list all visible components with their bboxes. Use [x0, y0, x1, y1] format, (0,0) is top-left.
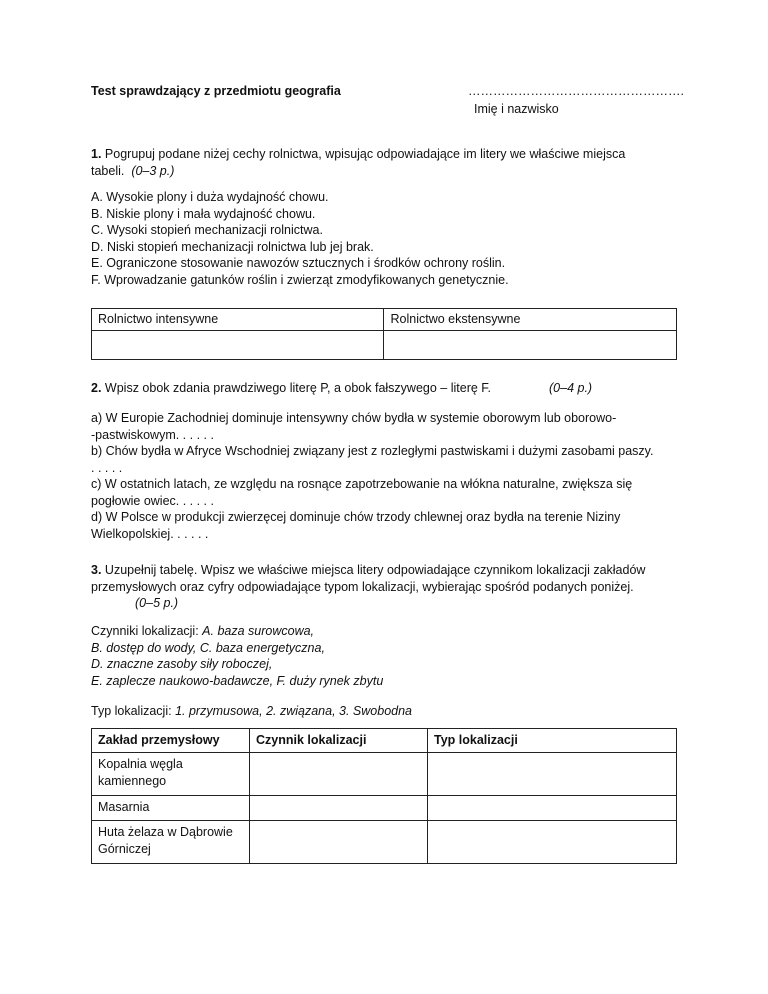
q3-header-plant: Zakład przemysłowy — [92, 729, 250, 753]
q3-row3-plant — [92, 821, 250, 864]
q3-row3-plant-line1: Huta żelaza w Dąbrowie — [98, 825, 233, 839]
q3-table — [91, 728, 677, 864]
q3-row1-plant-line2: kamiennego — [98, 774, 167, 788]
q2-line-3: b) Chów bydła w Afryce Wschodniej związany jest z rozległymi pastwiskami i dużymi zasobami paszy. — [91, 444, 654, 458]
q1-options — [91, 189, 691, 288]
q1-points: (0–3 p.) — [131, 163, 175, 178]
q3-row3-type[interactable] — [428, 821, 677, 864]
q2-line-4[interactable]: . . . . . — [91, 460, 123, 475]
name-dots: ……………………………………………. — [468, 84, 684, 98]
q1-option-b: B. Niskie plony i mała wydajność chowu. — [91, 206, 316, 221]
name-field[interactable] — [468, 83, 684, 100]
q3-factors-line1: A. baza surowcowa, — [202, 624, 315, 638]
q3-row3-plant-line2: Górniczej — [98, 842, 151, 856]
q3-row1-plant-line1: Kopalnia węgla — [98, 757, 183, 771]
q2-line-7: d) W Polsce w produkcji zwierzęcej dominuje chów trzody chlewnej oraz bydła na terenie Niziny — [91, 510, 621, 524]
q3-factors — [91, 623, 691, 689]
q3-types — [91, 703, 691, 720]
q3-row2-plant — [92, 796, 250, 821]
q3-factors-label: Czynniki lokalizacji: — [91, 624, 199, 638]
q3-row1-factor[interactable] — [250, 753, 428, 796]
q3-row1-type[interactable] — [428, 753, 677, 796]
q3-header-type: Typ lokalizacji — [428, 729, 677, 753]
q1-header-intensive: Rolnictwo intensywne — [92, 309, 384, 331]
q3-row2-plant-line1: Masarnia — [98, 800, 150, 814]
q3-row1-plant — [92, 753, 250, 796]
name-label: Imię i nazwisko — [474, 102, 559, 116]
q3-number: 3. — [91, 563, 102, 577]
q1-instruction — [91, 146, 691, 179]
q3-types-label: Typ lokalizacji: — [91, 704, 172, 718]
q2-number: 2. — [91, 381, 102, 395]
q3-types-list: 1. przymusowa, 2. związana, 3. Swobodna — [175, 704, 413, 718]
q2-points: (0–4 p.) — [549, 381, 593, 395]
q3-text-line1: Uzupełnij tabelę. Wpisz we właściwe miejsca litery odpowiadające czynnikom lokalizacji zakładów — [104, 563, 646, 577]
q2-instruction — [91, 380, 711, 397]
q1-option-e: E. Ograniczone stosowanie nawozów sztucznych i środków ochrony roślin. — [91, 256, 506, 270]
q3-row2-factor[interactable] — [250, 796, 428, 821]
q1-answer-extensive[interactable] — [384, 331, 677, 360]
q1-option-f: F. Wprowadzanie gatunków roślin i zwierząt zmodyfikowanych genetycznie. — [91, 272, 509, 287]
q2-line-2[interactable]: -pastwiskowym. . . . . . — [91, 427, 214, 442]
q1-table — [91, 308, 677, 360]
q2-line-8[interactable]: Wielkopolskiej. . . . . . — [91, 526, 209, 541]
q3-instruction — [91, 562, 711, 612]
q3-row2-type[interactable] — [428, 796, 677, 821]
q2-statements — [91, 410, 711, 542]
q3-factors-line3: D. znaczne zasoby siły roboczej, — [91, 657, 273, 671]
q1-option-d: D. Niski stopień mechanizacji rolnictwa lub jej brak. — [91, 239, 374, 254]
q2-line-1: a) W Europie Zachodniej dominuje intensywny chów bydła w systemie oborowym lub oborowo- — [91, 411, 617, 425]
q3-row3-factor[interactable] — [250, 821, 428, 864]
test-title: Test sprawdzający z przedmiotu geografia — [91, 84, 341, 98]
q3-text-line2: przemysłowych oraz cyfry odpowiadające typom lokalizacji, wybierając spośród podanych poniżej. — [91, 579, 634, 594]
q3-points: (0–5 p.) — [135, 596, 179, 610]
q2-line-6[interactable]: pogłowie owiec. . . . . . — [91, 493, 214, 508]
q2-text: Wpisz obok zdania prawdziwego literę P, a obok fałszywego – literę F. — [104, 381, 491, 395]
q3-header-factor: Czynnik lokalizacji — [250, 729, 428, 753]
q1-option-c: C. Wysoki stopień mechanizacji rolnictwa. — [91, 223, 323, 237]
q2-line-5: c) W ostatnich latach, ze względu na rosnące zapotrzebowanie na włókna naturalne, zwiększa się — [91, 477, 633, 491]
q1-answer-intensive[interactable] — [92, 331, 384, 360]
q1-number: 1. — [91, 147, 102, 161]
q1-header-extensive: Rolnictwo ekstensywne — [384, 309, 677, 331]
q3-factors-line2: B. dostęp do wody, C. baza energetyczna, — [91, 640, 325, 655]
q1-option-a: A. Wysokie plony i duża wydajność chowu. — [91, 190, 329, 204]
q1-text-line2: tabeli. — [91, 163, 125, 178]
q3-factors-line4: E. zaplecze naukowo-badawcze, F. duży rynek zbytu — [91, 673, 384, 688]
q1-text-line1: Pogrupuj podane niżej cechy rolnictwa, wpisując odpowiadające im litery we właściwe miejsca — [104, 147, 626, 161]
